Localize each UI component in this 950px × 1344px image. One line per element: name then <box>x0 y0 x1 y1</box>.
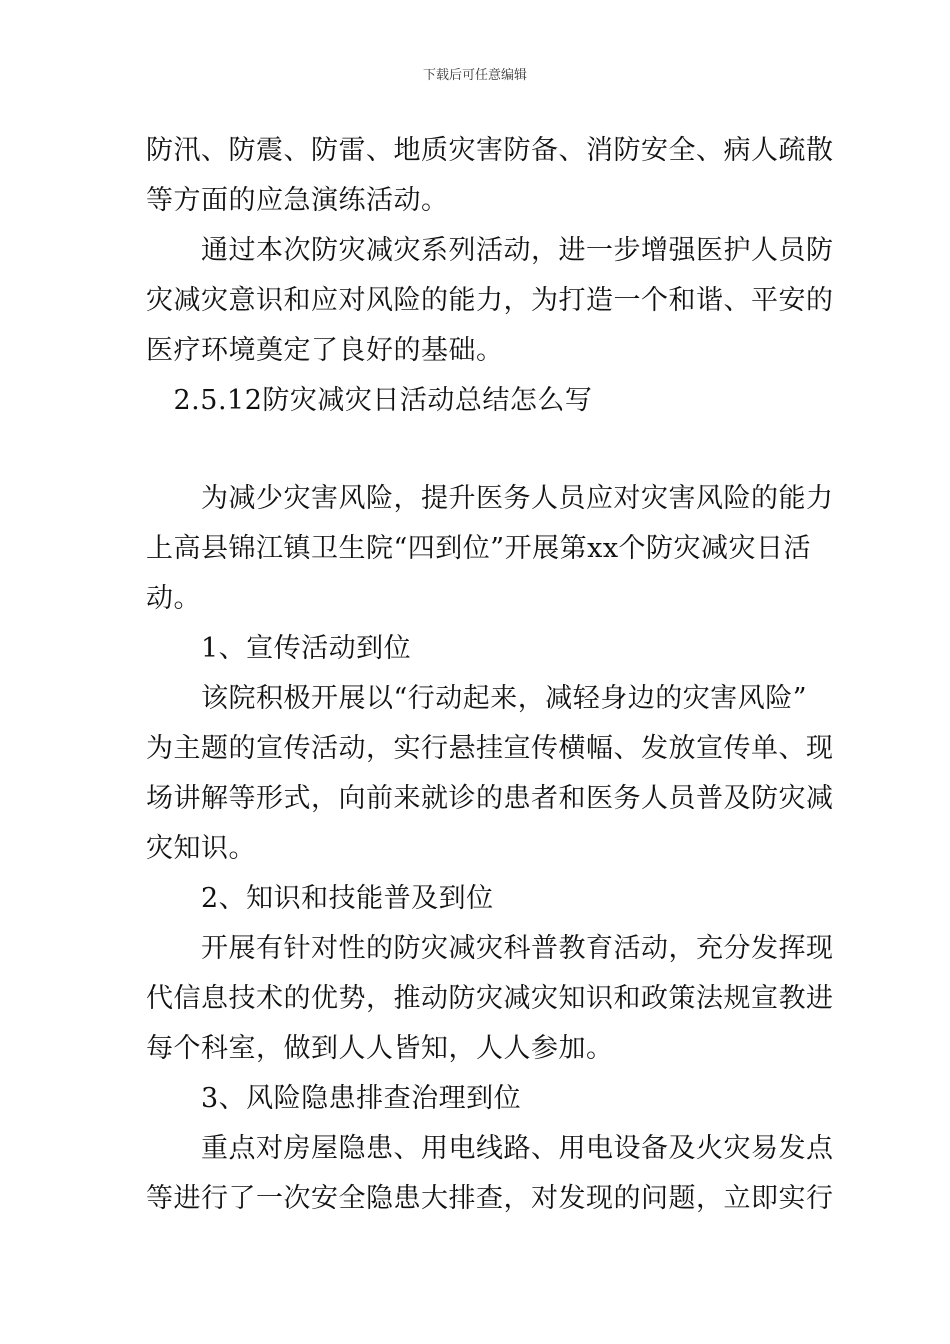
text-line: 开展有针对性的防灾减灾科普教育活动，充分发挥现 <box>146 933 834 964</box>
text-line: 代信息技术的优势，推动防灾减灾知识和政策法规宣教进 <box>146 983 834 1014</box>
text-line: 等进行了一次安全隐患大排查，对发现的问题，立即实行 <box>146 1183 834 1214</box>
text-line: 灾减灾意识和应对风险的能力，为打造一个和谐、平安的 <box>146 285 834 316</box>
subheading: 3、风险隐患排查治理到位 <box>146 1083 522 1114</box>
text-line: 动。 <box>146 583 201 614</box>
text-line: 上高县锦江镇卫生院“四到位”开展第xx个防灾减灾日活 <box>146 533 812 564</box>
text-line: 医疗环境奠定了良好的基础。 <box>146 335 504 366</box>
text-line: 每个科室，做到人人皆知，人人参加。 <box>146 1033 614 1064</box>
text-line: 为减少灾害风险，提升医务人员应对灾害风险的能力 <box>146 483 834 514</box>
subheading: 2、知识和技能普及到位 <box>146 883 494 914</box>
text-line: 场讲解等形式，向前来就诊的患者和医务人员普及防灾减 <box>146 783 834 814</box>
text-line: 等方面的应急演练活动。 <box>146 185 449 216</box>
text-line: 通过本次防灾减灾系列活动，进一步增强医护人员防 <box>146 235 834 266</box>
text-line: 防汛、防震、防雷、地质灾害防备、消防安全、病人疏散 <box>146 135 834 166</box>
section-heading: 2.5.12防灾减灾日活动总结怎么写 <box>146 385 593 416</box>
text-line: 灾知识。 <box>146 833 256 864</box>
blank-line <box>146 426 816 474</box>
document-body <box>146 126 834 1224</box>
text-line: 重点对房屋隐患、用电线路、用电设备及火灾易发点 <box>146 1133 834 1164</box>
page-header: 下载后可任意编辑 <box>422 68 527 83</box>
text-line: 该院积极开展以“行动起来，减轻身边的灾害风险” <box>146 683 808 714</box>
text-line: 为主题的宣传活动，实行悬挂宣传横幅、发放宣传单、现 <box>146 733 834 764</box>
subheading: 1、宣传活动到位 <box>146 633 412 664</box>
